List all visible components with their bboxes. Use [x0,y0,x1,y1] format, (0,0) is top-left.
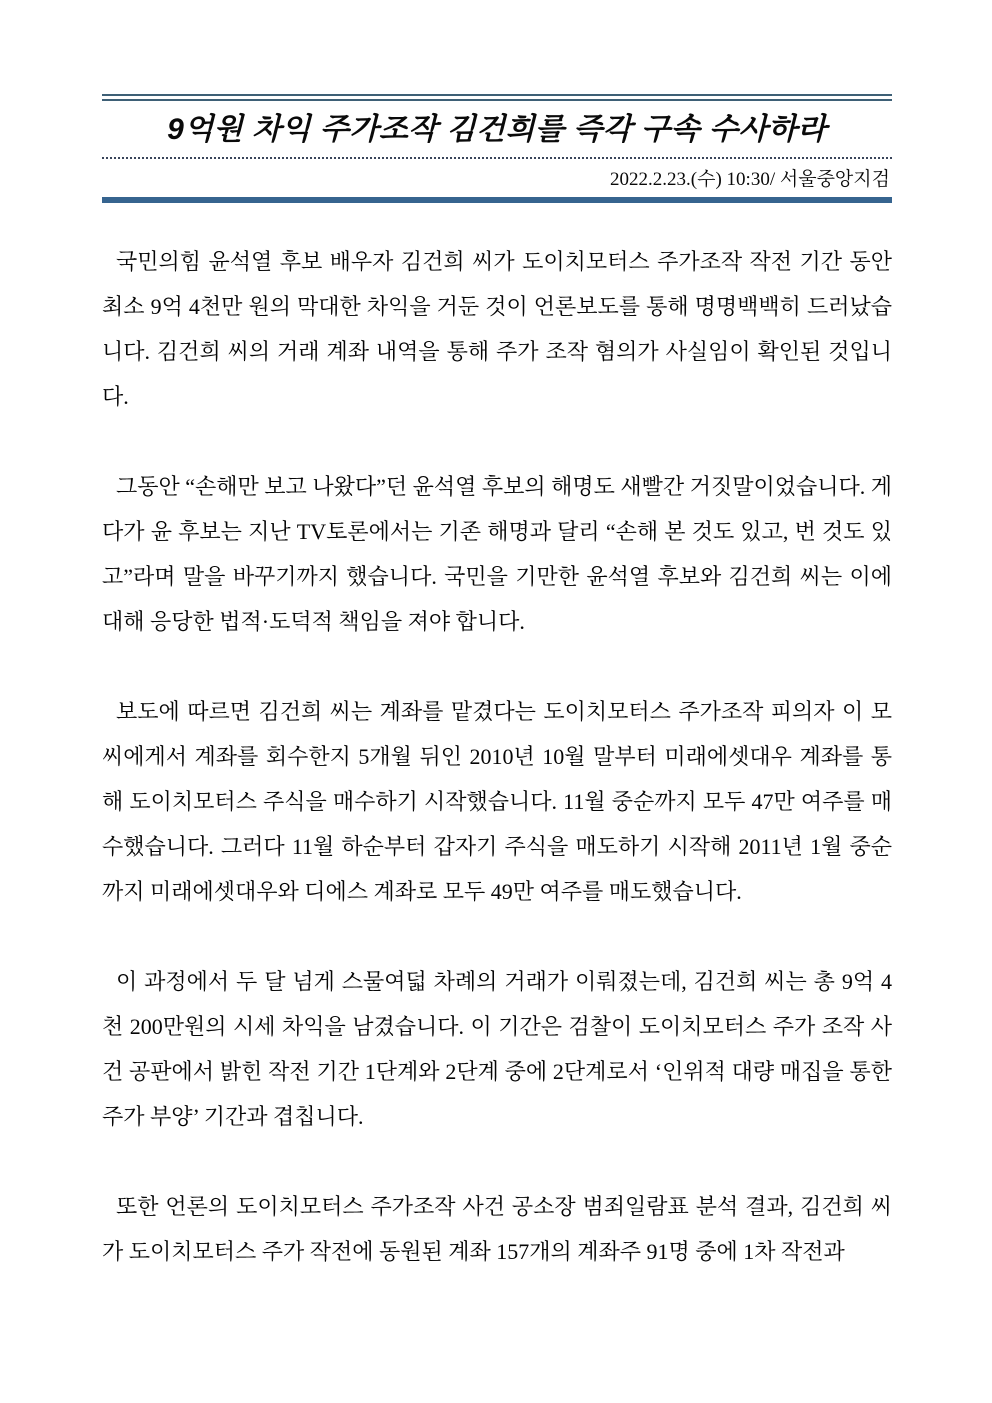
dotted-divider [102,157,892,159]
header-rule [102,197,892,203]
body-paragraph: 또한 언론의 도이치모터스 주가조작 사건 공소장 범죄일람표 분석 결과, 김건희 씨가 도이치모터스 주가 작전에 동원된 계좌 157개의 계좌주 91명 중에 1차 작전과 [102,1194,892,1264]
document-body [102,239,892,1274]
body-paragraph: 보도에 따르면 김건희 씨는 계좌를 맡겼다는 도이치모터스 주가조작 피의자 이 모씨에게서 계좌를 회수한지 5개월 뒤인 2010년 10월 말부터 미래에셋대우 계좌를 통해 도이치모터스 주식을 매수하기 시작했습니다. 11월 중순까지 모두 47만 여주를 매수했습니다. 그러다 11월 하순부터 갑자기 주식을 매도하기 시작해 2011년 1월 중순까지 미래에셋대우와 디에스 계좌로 모두 49만 여주를 매도했습니다. [102,699,892,904]
document-title: 9억원 차익 주가조작 김건희를 즉각 구속 수사하라 [167,113,827,146]
body-paragraph: 그동안 “손해만 보고 나왔다”던 윤석열 후보의 해명도 새빨간 거짓말이었습니다. 게다가 윤 후보는 지난 TV토론에서는 기존 해명과 달리 “손해 본 것도 있고, 번 것도 있고”라며 말을 바꾸기까지 했습니다. 국민을 기만한 윤석열 후보와 김건희 씨는 이에 대해 응당한 법적·도덕적 책임을 져야 합니다. [102,474,892,634]
double-rule [102,94,892,101]
body-paragraph: 국민의힘 윤석열 후보 배우자 김건희 씨가 도이치모터스 주가조작 작전 기간 동안 최소 9억 4천만 원의 막대한 차익을 거둔 것이 언론보도를 통해 명명백백히 드러났습니다. 김건희 씨의 거래 계좌 내역을 통해 주가 조작 혐의가 사실임이 확인된 것입니다. [102,249,892,409]
body-paragraph: 이 과정에서 두 달 넘게 스물여덟 차례의 거래가 이뤄졌는데, 김건희 씨는 총 9억 4천 200만원의 시세 차익을 남겼습니다. 이 기간은 검찰이 도이치모터스 주가 조작 사건 공판에서 밝힌 작전 기간 1단계와 2단계 중에 2단계로서 ‘인위적 대량 매집을 통한 주가 부양’ 기간과 겹칩니다. [102,969,892,1129]
dateline: 2022.2.23.(수) 10:30/ 서울중앙지검 [610,169,890,190]
